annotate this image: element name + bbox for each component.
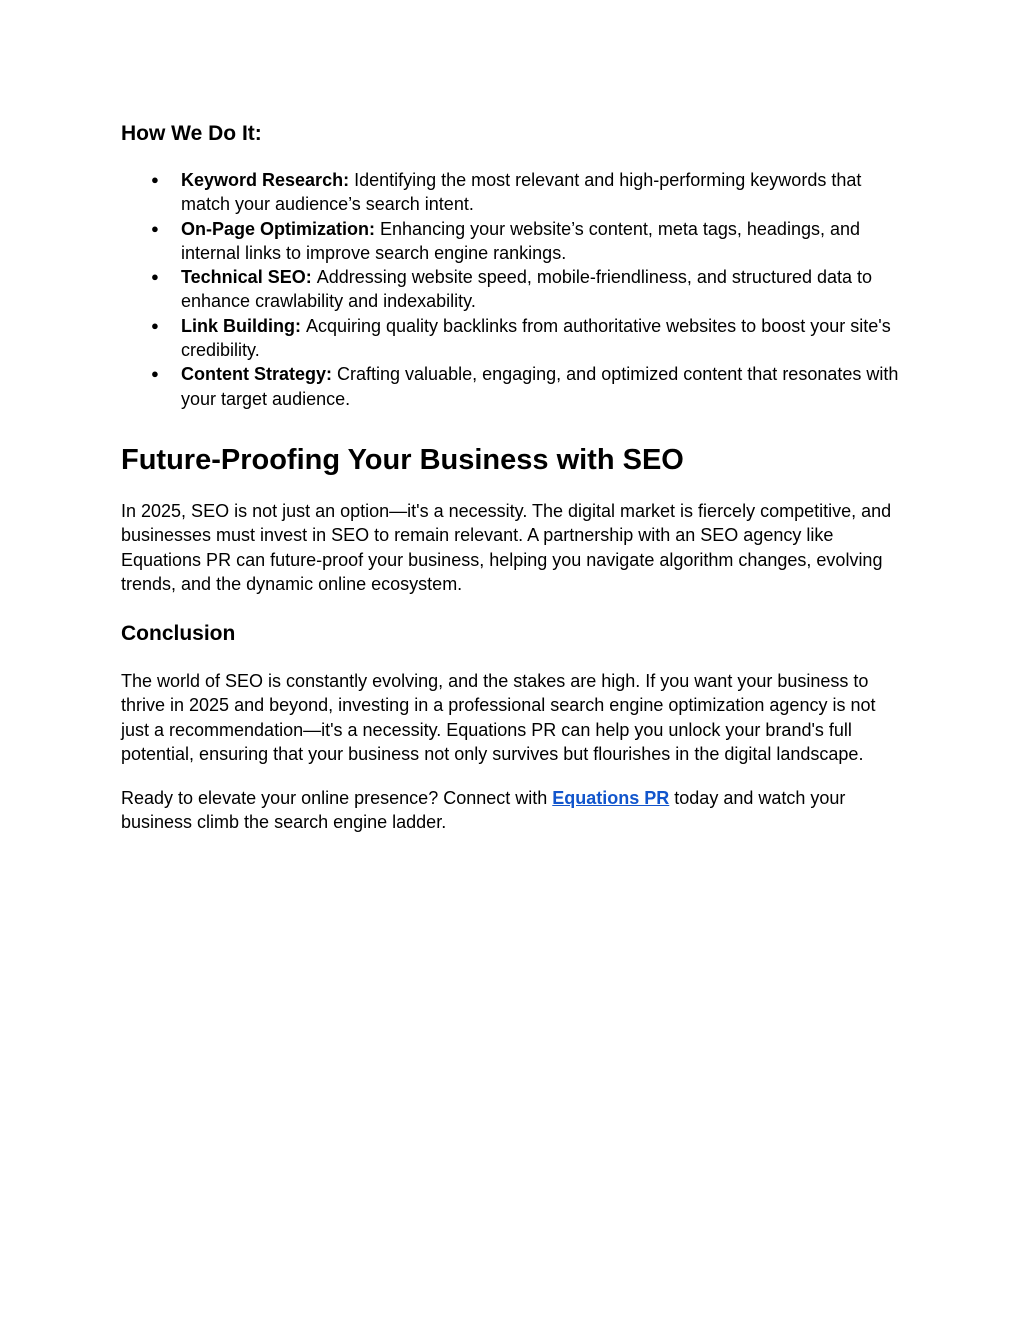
list-item <box>121 168 906 217</box>
equations-pr-link[interactable]: Equations PR <box>552 788 670 808</box>
conclusion-paragraph: The world of SEO is constantly evolving, and the stakes are high. If you want your business to thrive in 2025 and beyond, investing in a professional search engine optimization agency is not just a recommendation—it's a necessity. Equations PR can help you unlock your brand's full potential, ensuring that your business not only survives but flourishes in the digital landscape. <box>121 671 876 764</box>
list-item <box>121 362 906 411</box>
list-item <box>121 217 906 266</box>
bullet-icon: ● <box>151 172 159 187</box>
services-list <box>121 168 906 411</box>
list-item <box>121 265 906 314</box>
bullet-icon: ● <box>151 317 159 333</box>
list-item-term: Link Building: <box>181 315 306 336</box>
cta-text-after: today and watch your business climb the search engine ladder. <box>121 788 846 833</box>
list-item-text: Enhancing your website’s content, meta tags, headings, and internal links to improve search engine rankings. <box>181 218 860 263</box>
bullet-icon: ● <box>151 220 159 236</box>
list-item-term: Technical SEO: <box>181 267 317 288</box>
call-to-action-paragraph <box>121 786 906 835</box>
list-item-term: Content Strategy: <box>181 364 338 385</box>
list-item <box>121 314 906 363</box>
how-we-do-it-heading: How We Do It: <box>121 122 262 145</box>
future-proofing-paragraph: In 2025, SEO is not just an option—it's a necessity. The digital market is fiercely competitive, and businesses must invest in SEO to remain relevant. A partnership with an SEO agency like Equations PR can future-proof your business, helping you navigate algorithm changes, evolving trends, and the dynamic online ecosystem. <box>121 501 892 594</box>
list-item-text: Crafting valuable, engaging, and optimized content that resonates with your target audience. <box>181 364 899 409</box>
list-item-term: On-Page Optimization: <box>181 218 381 239</box>
list-item-text: Identifying the most relevant and high-performing keywords that match your audience’s search intent. <box>181 170 862 215</box>
future-proofing-heading: Future-Proofing Your Business with SEO <box>121 444 684 476</box>
conclusion-heading: Conclusion <box>121 622 236 645</box>
bullet-icon: ● <box>151 269 159 285</box>
list-item-text: Addressing website speed, mobile-friendliness, and structured data to enhance crawlability and indexability. <box>181 267 873 312</box>
bullet-icon: ● <box>151 366 159 382</box>
cta-text-before: Ready to elevate your online presence? Connect with <box>121 788 553 808</box>
list-item-term: Keyword Research: <box>181 170 355 190</box>
list-item-text: Acquiring quality backlinks from authoritative websites to boost your site's credibility. <box>181 315 891 361</box>
